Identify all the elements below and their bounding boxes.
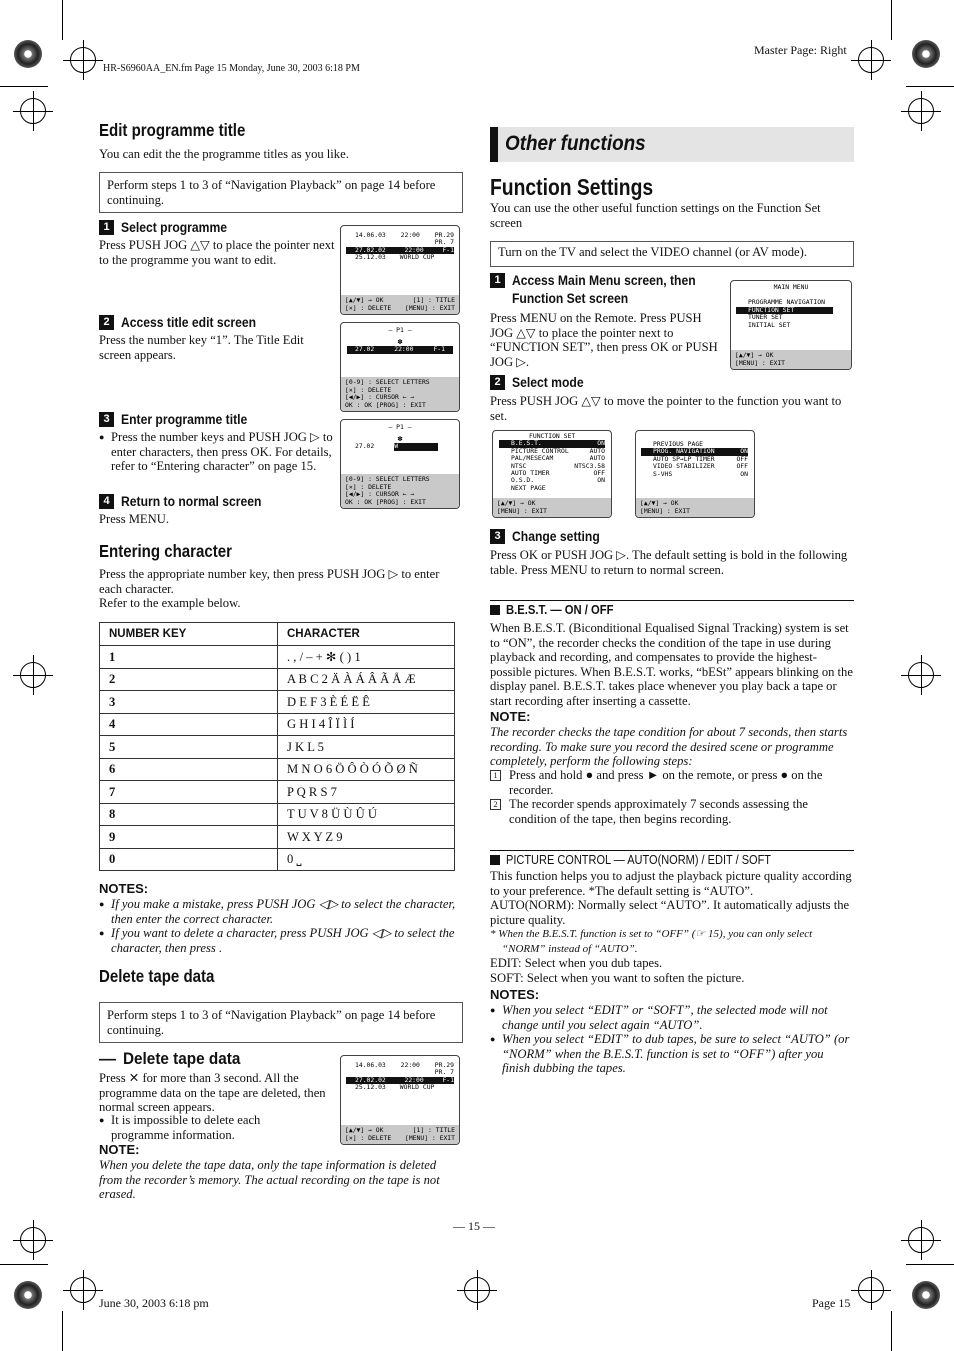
note-heading: NOTE: — [490, 709, 531, 724]
best-step-list: 1 Press and hold ● and press ► on the remote, or press ● on the recorder. 2 The recorder spends approximately 7 seconds assessing the condition of the tape, then begins recording. — [490, 768, 854, 826]
step-heading: — Delete tape data — [99, 1049, 241, 1068]
step-text: Press MENU. — [99, 512, 169, 526]
crop-mark — [0, 86, 48, 87]
table-row: 6 M N O 6 Ö Ô Ò Ó Õ Ø Ñ — [100, 758, 455, 781]
crop-mark — [62, 0, 63, 40]
step-text: ● Press the number keys and PUSH JOG ▷ to enter characters, then press OK. For details, refer to “Entering character” on page 15. — [99, 430, 335, 474]
crop-mark — [0, 1264, 48, 1265]
delete-text: Press ✕ for more than 3 second. All the programme data on the tape are deleted, then normal screen appears. — [99, 1071, 326, 1114]
picture-edit: EDIT: Select when you dub tapes. — [490, 956, 663, 970]
picture-soft: SOFT: Select when you want to soften the picture. — [490, 971, 745, 985]
notes-heading: NOTES: — [99, 881, 149, 896]
prerequisite-text: Perform steps 1 to 3 of “Navigation Playback” on page 14 before continuing. — [107, 178, 436, 207]
notes-list — [490, 1003, 854, 1076]
registration-mark-icon — [20, 98, 46, 124]
table-row: 9 W X Y Z 9 — [100, 826, 455, 849]
prerequisite-box — [99, 1002, 463, 1043]
osd-function-set-page-2: PREVIOUS PAGE PROG. NAVIGATION ON AUTO SP→LP TIMER OFF VIDEO STABILIZER OFF S-VHS ON [▲/▼] → OK [MENU] : EXIT — [635, 430, 755, 518]
best-text: When B.E.S.T. (Biconditional Equalised Signal Tracking) system is set to “ON”, the recorder checks the condition of the tape in use during playback and recording, and compensates to provide the highest-possible pictures. When B.E.S.T. works, “bESt” appears blinking on the display panel. B.E.S.T. takes place whenever you play back a tape or start recording after inserting a cassette. — [490, 621, 853, 708]
osd-function-set-page-1: FUNCTION SET B.E.S.T. ON PICTURE CONTROL AUTO PAL/MESECAM AUTO NTSC NTSC3.58 AUTO TIMER OFF O.S.D. ON NEXT PAGE [▲/▼] → OK [MENU] : EXIT — [492, 430, 612, 518]
step-text: Press PUSH JOG △▽ to move the pointer to the function you want to set. — [490, 394, 842, 423]
table-row: 5 J K L 5 — [100, 736, 455, 759]
crop-mark — [891, 0, 892, 40]
master-page-label: Master Page: Right — [754, 43, 847, 57]
banner-title: Other functions — [505, 132, 646, 155]
picture-control-heading: PICTURE CONTROL — AUTO(NORM) / EDIT / SOFT — [490, 853, 807, 868]
entering-text-2: Refer to the example below. — [99, 596, 241, 610]
section-heading-entering-character: Entering character — [99, 541, 232, 561]
table-header-row: NUMBER KEY CHARACTER — [100, 623, 455, 646]
step-heading: 3 Change setting — [490, 528, 610, 546]
table-row: 8 T U V 8 Ü Ù Û Ú — [100, 803, 455, 826]
step-heading: 2 Select mode — [490, 374, 592, 392]
table-row: 2 A B C 2 Ä À Á Â Ã Å Æ — [100, 668, 455, 691]
crop-mark — [891, 1311, 892, 1351]
prerequisite-box — [490, 241, 854, 267]
note-heading: NOTE: — [99, 1142, 140, 1157]
note-item: ● If you make a mistake, press PUSH JOG ◁▷ to select the character, then enter the correct character. — [99, 897, 463, 926]
step-heading: 1 Select programme — [99, 219, 239, 237]
note-item: ● When you select “EDIT” or “SOFT”, the selected mode will not change until you select again “AUTO”. — [490, 1003, 854, 1032]
note-item: ● When you select “EDIT” to dub tapes, be sure to select “AUTO” (or “NORM” when the B.E.S.T. function is set to “OFF”) after you finish dubbing the tapes. — [490, 1032, 854, 1076]
best-step: Press and hold ● and press ► on the remote, or press ● on the recorder. — [509, 768, 823, 797]
table-row: 1 . , / – + ✻ ( ) 1 — [100, 646, 455, 669]
delete-bullets — [99, 1113, 289, 1142]
picture-auto: AUTO(NORM): Normally select “AUTO”. It automatically adjusts the picture quality. — [490, 898, 850, 927]
registration-mark-icon — [908, 662, 934, 688]
prerequisite-box — [99, 172, 463, 213]
registration-mark-icon — [20, 662, 46, 688]
delete-bullet: ● It is impossible to delete each programme information. — [99, 1113, 289, 1142]
best-note: The recorder checks the tape condition for about 7 seconds, then starts recording. To make sure you record the desired scene or programme completely, perform the following steps: — [490, 725, 848, 768]
table-row: 3 D E F 3 È É Ë Ê — [100, 691, 455, 714]
table-row: 0 0 ⎵ — [100, 848, 455, 871]
step-heading: 4 Return to normal screen — [99, 493, 277, 511]
footer-date: June 30, 2003 6:18 pm — [99, 1296, 209, 1310]
step-text: Press the number key “1”. The Title Edit screen appears. — [99, 333, 304, 362]
table-row: 4 G H I 4 Î Ï Ì Í — [100, 713, 455, 736]
character-table — [99, 622, 455, 871]
color-target-icon — [912, 1281, 940, 1309]
page-number: — 15 — — [453, 1219, 495, 1233]
best-step: The recorder spends approximately 7 seconds assessing the condition of the tape, then begins recording. — [509, 797, 809, 826]
osd-navigation-screen: 14.06.03 22:00 PR.29 PR. 7 27.02.02 22:00 F-1 25.12.03 WORLD CUP [▲/▼] → OK [1] : TITLE [✕] : DELETE [MENU] : EXIT — [340, 1055, 460, 1145]
notes-list — [99, 897, 463, 955]
file-info: HR-S6960AA_EN.fm Page 15 Monday, June 30, 2003 6:18 PM — [103, 63, 360, 74]
color-target-icon — [14, 1281, 42, 1309]
section-heading-edit-title: Edit programme title — [99, 120, 246, 140]
picture-text: This function helps you to adjust the playback picture quality according to your preference. *The default setting is “AUTO”. — [490, 869, 852, 898]
registration-mark-icon — [858, 1277, 884, 1303]
notes-heading: NOTES: — [490, 987, 540, 1002]
registration-mark-icon — [70, 47, 96, 73]
step-text: Press MENU on the Remote. Press PUSH JOG △▽ to place the pointer next to “FUNCTION SET”, then press OK or PUSH JOG ▷. — [490, 311, 718, 369]
section-banner — [490, 127, 854, 162]
osd-navigation-screen: 14.06.03 22:00 PR.29 PR. 7 27.02.02 22:00 F-1 25.12.03 WORLD CUP [▲/▼] → OK [1] : TITLE [✕] : DELETE [MENU] : EXIT — [340, 225, 460, 315]
section-heading-delete: Delete tape data — [99, 966, 215, 986]
divider — [490, 600, 854, 601]
best-heading: B.E.S.T. — ON / OFF — [490, 603, 625, 618]
prerequisite-text: Turn on the TV and select the VIDEO channel (or AV mode). — [498, 245, 807, 259]
step-text: Press PUSH JOG △▽ to place the pointer next to the programme you want to edit. — [99, 238, 335, 267]
registration-mark-icon — [20, 1227, 46, 1253]
registration-mark-icon — [70, 1277, 96, 1303]
step-bullets — [99, 430, 335, 474]
osd-title-edit-screen: – P1 – ✽ 27.02 22:00 F-1 [0-9] : SELECT LETTERS [✕] : DELETE [◀/▶] : CURSOR ← → OK : OK [PROG] : EXIT — [340, 322, 460, 412]
registration-mark-icon — [908, 1227, 934, 1253]
step-text: Press OK or PUSH JOG ▷. The default setting is bold in the following table. Press MENU to return to normal screen. — [490, 548, 848, 577]
step-heading: 1 Access Main Menu screen, then Function Set screen — [490, 272, 716, 308]
entering-text: Press the appropriate number key, then press PUSH JOG ▷ to enter each character. — [99, 567, 440, 596]
footer-page-label: Page 15 — [812, 1296, 851, 1310]
registration-mark-icon — [464, 1277, 490, 1303]
edit-title-intro: You can edit the the programme titles as you like. — [99, 147, 349, 161]
registration-mark-icon — [858, 47, 884, 73]
color-target-icon — [14, 40, 42, 68]
prerequisite-text: Perform steps 1 to 3 of “Navigation Playback” on page 14 before continuing. — [107, 1008, 436, 1037]
step-heading: 3 Enter programme title — [99, 411, 261, 429]
page-title: Function Settings — [490, 174, 654, 200]
delete-note: When you delete the tape data, only the tape information is deleted from the recorder’s memory. The actual recording on the tape is not erased. — [99, 1158, 440, 1201]
picture-footnote: * When the B.E.S.T. function is set to “OFF” (☞ 15), you can only select “NORM” instead of “AUTO”. — [490, 928, 813, 955]
osd-main-menu: MAIN MENU PROGRAMME NAVIGATION FUNCTION SET TUNER SET INITIAL SET [▲/▼] → OK [MENU] : EXIT — [730, 280, 852, 370]
color-target-icon — [912, 40, 940, 68]
table-row: 7 P Q R S 7 — [100, 781, 455, 804]
note-item: ● If you want to delete a character, press PUSH JOG ◁▷ to select the character, then press . — [99, 926, 463, 955]
registration-mark-icon — [908, 98, 934, 124]
osd-title-edit-screen: – P1 – ✽ 27.02 W [0-9] : SELECT LETTERS [✕] : DELETE [◀/▶] : CURSOR ← → OK : OK [PROG] : EXIT — [340, 419, 460, 509]
divider — [490, 850, 854, 851]
crop-mark — [62, 1311, 63, 1351]
crop-mark — [906, 86, 954, 87]
step-heading: 2 Access title edit screen — [99, 314, 271, 332]
function-intro: You can use the other useful function settings on the Function Set screen — [490, 201, 821, 230]
crop-mark — [906, 1264, 954, 1265]
